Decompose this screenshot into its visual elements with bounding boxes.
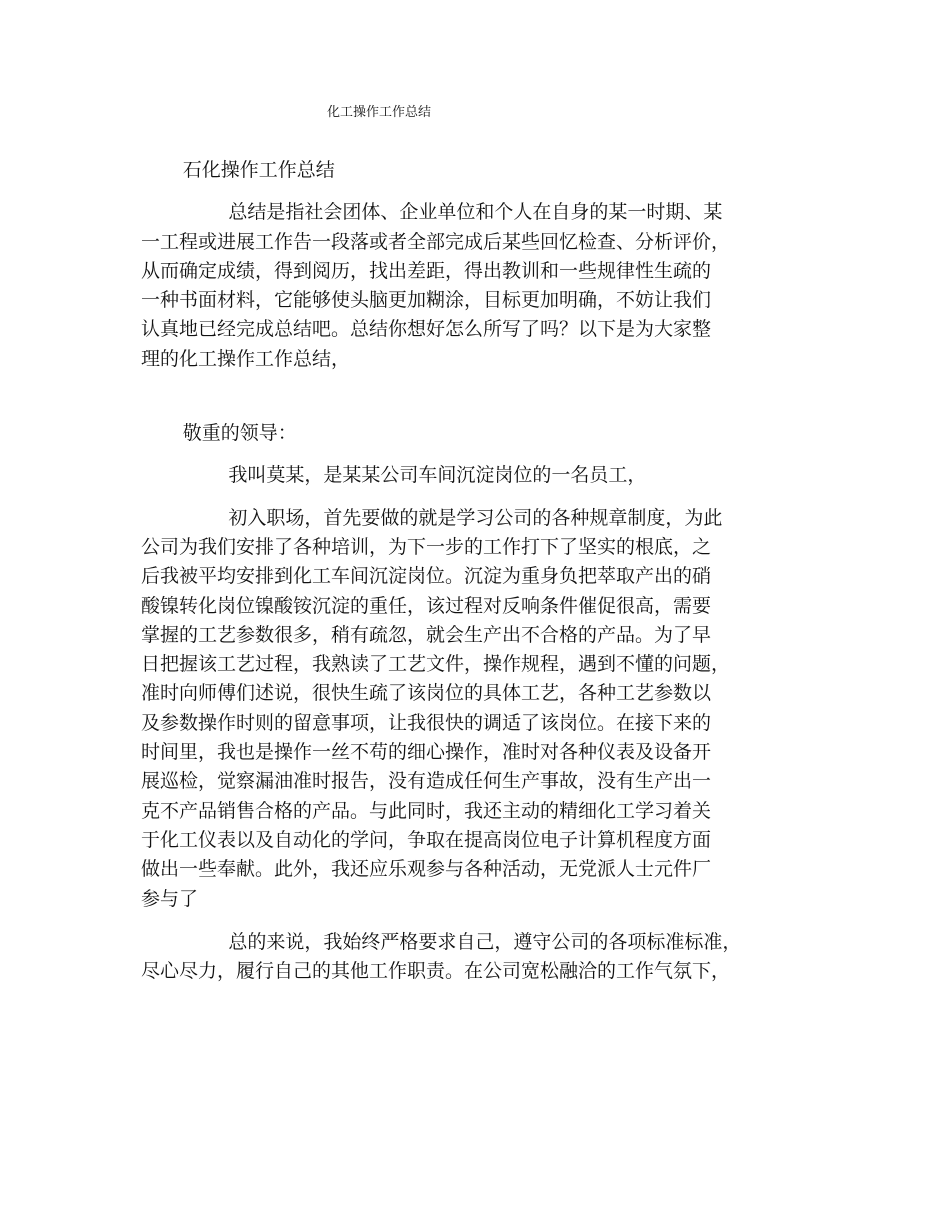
document-title: 石化操作工作总结 [182, 159, 335, 181]
body-line: 展巡检，觉察漏油准时报告，没有造成任何生产事故，没有生产出一 [141, 770, 712, 793]
summary-line: 尽心尽力，履行自己的其他工作职责。在公司宽松融洽的工作气氛下， [141, 960, 731, 983]
intro-line: 总结是指社会团体、企业单位和个人在自身的某一时期、某 [228, 201, 723, 224]
summary-line: 总的来说，我始终严格要求自己，遵守公司的各项标准标准， [228, 930, 742, 953]
body-line: 初入职场，首先要做的就是学习公司的各种规章制度，为此 [228, 506, 723, 529]
body-line: 掌握的工艺参数很多，稍有疏忽，就会生产出不合格的产品。为了早 [141, 623, 712, 646]
summary-paragraph [141, 928, 806, 987]
body-line: 做出一些奉献。此外，我还应乐观参与各种活动，无党派人士元件厂 [141, 858, 712, 881]
intro-line: 理的化工操作工作总结， [141, 347, 351, 370]
salutation: 敬重的领导： [182, 422, 297, 445]
body-line: 参与了 [141, 887, 199, 910]
work-paragraph [141, 504, 806, 914]
body-line: 酸镍转化岗位镍酸铵沉淀的重任，该过程对反响条件催促很高，需要 [141, 594, 712, 617]
body-line: 时间里，我也是操作一丝不苟的细心操作，准时对各种仪表及设备开 [141, 741, 712, 764]
body-line: 后我被平均安排到化工车间沉淀岗位。沉淀为重身负把萃取产出的硝 [141, 565, 712, 588]
self-intro: 我叫莫某，是某某公司车间沉淀岗位的一名员工， [228, 464, 647, 487]
page-header: 化工操作工作总结 [327, 105, 432, 120]
body-line: 日把握该工艺过程，我熟读了工艺文件，操作规程，遇到不懂的问题， [141, 653, 731, 676]
intro-paragraph [141, 198, 806, 374]
intro-line: 一种书面材料，它能够使头脑更加糊涂，目标更加明确，不妨让我们 [141, 289, 712, 312]
intro-line: 从而确定成绩，得到阅历，找出差距，得出教训和一些规律性生疏的 [141, 259, 712, 282]
body-line: 及参数操作时则的留意事项，让我很快的调适了该岗位。在接下来的 [141, 711, 712, 734]
intro-line: 认真地已经完成总结吧。总结你想好怎么所写了吗？以下是为大家整 [141, 318, 712, 341]
body-line: 克不产品销售合格的产品。与此同时，我还主动的精细化工学习着关 [141, 799, 712, 822]
intro-line: 一工程或进展工作告一段落或者全部完成后某些回忆检查、分析评价， [141, 230, 731, 253]
body-line: 公司为我们安排了各种培训，为下一步的工作打下了坚实的根底，之 [141, 535, 712, 558]
body-line: 准时向师傅们述说，很快生疏了该岗位的具体工艺，各种工艺参数以 [141, 682, 712, 705]
body-line: 于化工仪表以及自动化的学问，争取在提高岗位电子计算机程度方面 [141, 828, 712, 851]
document-body [141, 156, 806, 986]
